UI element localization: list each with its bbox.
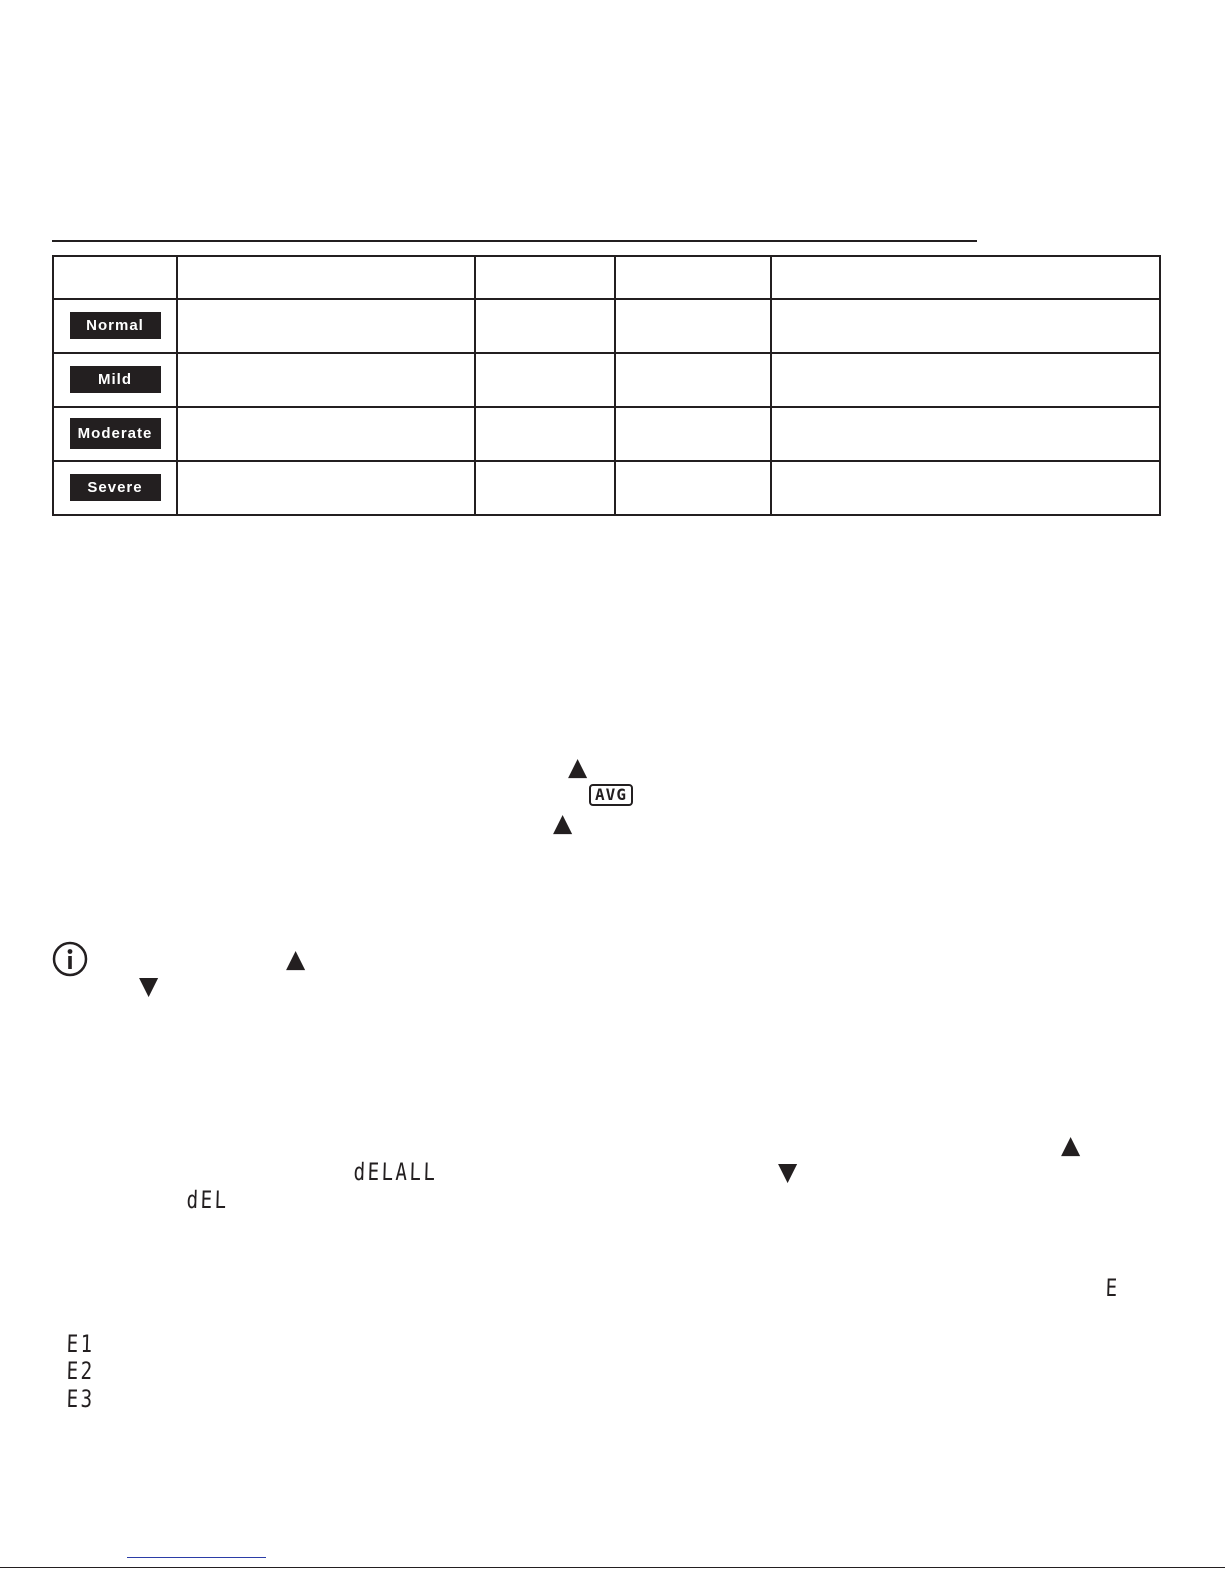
table-header-cell [53, 256, 177, 299]
up-arrow-icon: ▲ [286, 944, 306, 973]
table-cell [615, 461, 771, 515]
category-cell [53, 353, 177, 407]
up-arrow-icon: ▲ [568, 752, 588, 781]
table-row [53, 299, 1160, 353]
error-e1-lcd-code: E1 [66, 1330, 95, 1358]
category-cell [53, 461, 177, 515]
del-lcd-code: dEL [186, 1186, 229, 1214]
table-cell [475, 461, 615, 515]
delall-lcd-code: dELALL [353, 1158, 438, 1186]
classification-table [52, 255, 1161, 516]
table-cell [771, 353, 1160, 407]
table-header-cell [475, 256, 615, 299]
table-cell [771, 299, 1160, 353]
up-arrow-icon: ▲ [553, 808, 573, 837]
category-cell [53, 407, 177, 461]
table-cell [771, 407, 1160, 461]
table-cell [177, 299, 475, 353]
error-e-lcd-code: E [1105, 1274, 1120, 1302]
table-header-cell [615, 256, 771, 299]
up-arrow-icon: ▲ [1061, 1130, 1081, 1159]
down-arrow-icon: ▼ [778, 1157, 798, 1186]
table-row [53, 407, 1160, 461]
footer-divider [0, 1567, 1225, 1568]
table-cell [475, 353, 615, 407]
table-header-cell [177, 256, 475, 299]
error-e3-lcd-code: E3 [66, 1385, 95, 1413]
table-cell [771, 461, 1160, 515]
error-e2-lcd-code: E2 [66, 1357, 95, 1385]
table-cell [615, 299, 771, 353]
table-cell [177, 407, 475, 461]
table-row [53, 353, 1160, 407]
avg-lcd-icon: AVG [589, 784, 633, 806]
footer-link-underline [127, 1557, 266, 1558]
table-row [53, 461, 1160, 515]
table-cell [475, 299, 615, 353]
table-header-row [53, 256, 1160, 299]
down-arrow-icon: ▼ [139, 971, 159, 1000]
section-divider [52, 240, 977, 242]
info-circle-icon [52, 941, 88, 977]
category-badge-normal: Normal [70, 312, 161, 339]
category-badge-mild: Mild [70, 366, 161, 393]
category-badge-moderate: Moderate [70, 418, 161, 449]
table-header-cell [771, 256, 1160, 299]
table-cell [177, 353, 475, 407]
table-cell [177, 461, 475, 515]
category-cell [53, 299, 177, 353]
table-cell [475, 407, 615, 461]
table-cell [615, 407, 771, 461]
category-badge-severe: Severe [70, 474, 161, 501]
table-cell [615, 353, 771, 407]
